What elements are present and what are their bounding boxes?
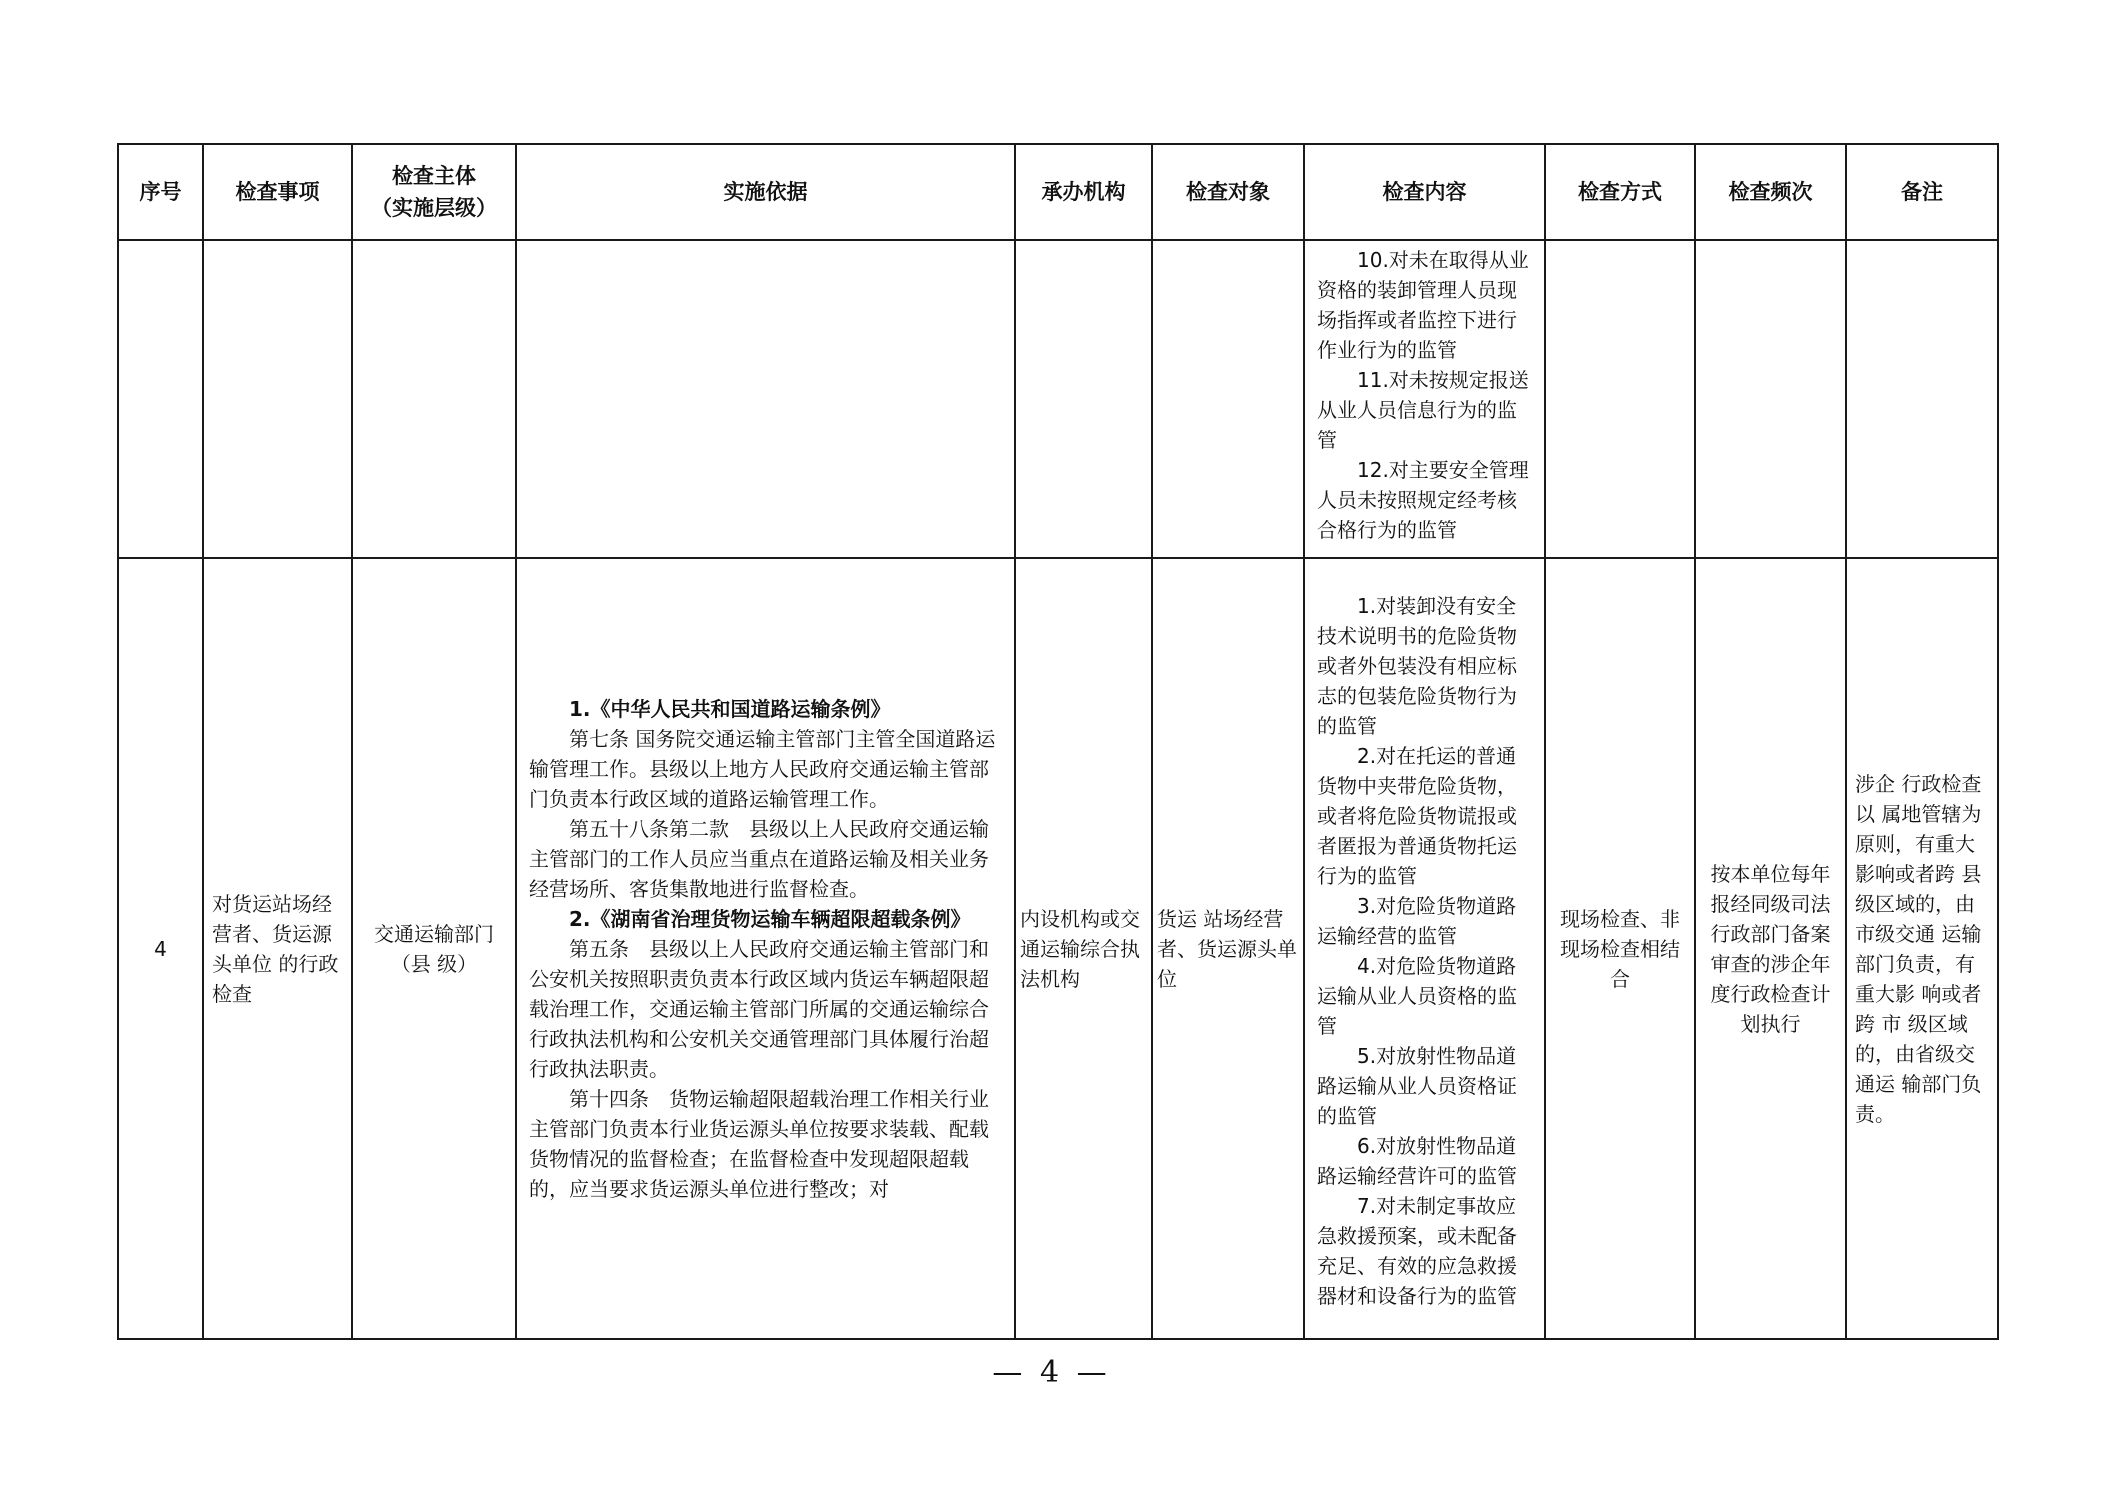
cell-agency: 内设机构或交通运输综合执法机构 <box>1015 558 1152 1339</box>
header-index: 序号 <box>118 144 203 240</box>
basis-law2-article5: 第五条 县级以上人民政府交通运输主管部门和公安机关按照职责负责本行政区域内货运车辆超限超载治理工作，交通运输主管部门所属的交通运输综合行政执法机构和公安机关交通管理部门具体履行治超行政执法职责。 <box>529 936 989 1081</box>
header-target: 检查对象 <box>1152 144 1304 240</box>
basis-law2-article14: 第十四条 货物运输超限超载治理工作相关行业主管部门负责本行业货运源头单位按要求装载、配载货物情况的监督检查；在监督检查中发现超限超载的，应当要求货运源头单位进行整改；对 <box>529 1086 989 1201</box>
content-item: 6.对放射性物品道路运输经营许可的监管 <box>1317 1133 1517 1188</box>
content-item: 3.对危险货物道路运输经营的监管 <box>1317 893 1517 948</box>
header-content: 检查内容 <box>1304 144 1545 240</box>
basis-law2-title: 2.《湖南省治理货物运输车辆超限超载条例》 <box>569 906 971 931</box>
content-item: 1.对装卸没有安全技术说明书的危险货物或者外包装没有相应标志的包装危险货物行为的监管 <box>1317 593 1517 738</box>
header-agency: 承办机构 <box>1015 144 1152 240</box>
cell-empty <box>1695 240 1846 558</box>
cell-empty <box>203 240 352 558</box>
header-basis: 实施依据 <box>516 144 1015 240</box>
cell-subject: 交通运输部门（县 级） <box>352 558 516 1339</box>
header-method: 检查方式 <box>1545 144 1695 240</box>
cell-empty <box>1015 240 1152 558</box>
cell-index: 4 <box>118 558 203 1339</box>
inspection-table <box>117 143 1999 1340</box>
content-item: 7.对未制定事故应 急救援预案，或未配备 充足、有效的应急救援 器材和设备行为的监管 <box>1317 1193 1517 1308</box>
table-row-4 <box>118 558 1998 1339</box>
cell-empty <box>1846 240 1998 558</box>
cell-basis <box>516 558 1015 1339</box>
header-subject: 检查主体 （实施层级） <box>352 144 516 240</box>
cell-frequency: 按本单位每年报经同级司法行政部门备案审查的涉企年度行政检查计划执行 <box>1695 558 1846 1339</box>
basis-law1-title: 1.《中华人民共和国道路运输条例》 <box>569 696 891 721</box>
content-item: 2.对在托运的普通货物中夹带危险货物，或者将危险货物谎报或者匿报为普通货物托运行为的监管 <box>1317 743 1517 888</box>
cell-item: 对货运站场经营者、货运源头单位 的行政检查 <box>203 558 352 1339</box>
cell-empty <box>352 240 516 558</box>
content-item: 11.对未按规定报送从业人员信息行为的监管 <box>1317 368 1529 452</box>
header-item: 检查事项 <box>203 144 352 240</box>
cell-empty <box>118 240 203 558</box>
content-item: 5.对放射性物品道路运输从业人员资格证的监管 <box>1317 1043 1517 1128</box>
cell-content <box>1304 558 1545 1339</box>
cell-target: 货运 站场经营者、货运源头单位 <box>1152 558 1304 1339</box>
page-number: — 4 — <box>992 1355 1111 1390</box>
table-row-continuation <box>118 240 1998 558</box>
basis-law1-article58: 第五十八条第二款 县级以上人民政府交通运输主管部门的工作人员应当重点在道路运输及相关业务经营场所、客货集散地进行监督检查。 <box>529 816 989 901</box>
cell-remarks: 涉企 行政检查以 属地管辖为原则，有重大 影响或者跨 县级区域的，由市级交通 运输部门负责，有重大影 响或者跨 市 级区域的，由省级交通运 输部门负责。 <box>1846 558 1998 1339</box>
cell-empty <box>1152 240 1304 558</box>
content-item: 10.对未在取得从业资格的装卸管理人员现场指挥或者监控下进行作业行为的监管 <box>1317 248 1529 362</box>
header-row <box>118 144 1998 240</box>
cell-content-continued <box>1304 240 1545 558</box>
content-item: 4.对危险货物道路运输从业人员资格的监管 <box>1317 953 1517 1038</box>
header-remarks: 备注 <box>1846 144 1998 240</box>
basis-law1-article7: 第七条 国务院交通运输主管部门主管全国道路运输管理工作。县级以上地方人民政府交通运输主管部门负责本行政区域的道路运输管理工作。 <box>529 726 996 811</box>
cell-empty <box>516 240 1015 558</box>
header-frequency: 检查频次 <box>1695 144 1846 240</box>
cell-empty <box>1545 240 1695 558</box>
cell-method: 现场检查、非现场检查相结合 <box>1545 558 1695 1339</box>
content-item: 12.对主要安全管理人员未按照规定经考核合格行为的监管 <box>1317 458 1529 542</box>
